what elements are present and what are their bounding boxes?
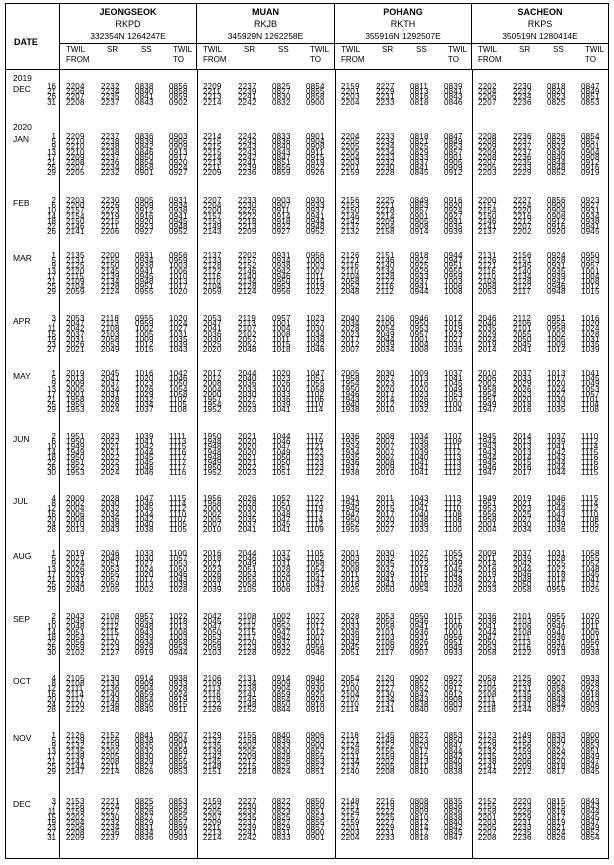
month-label: JUL <box>13 496 29 506</box>
date-column-header <box>6 4 60 69</box>
time-column: 2152 2156 2159 2202 2205 2208 2211 2214 <box>101 731 120 777</box>
time-column: 0836 0839 0842 0846 0850 0854 0858 0901 <box>135 132 154 178</box>
time-column: 2237 2238 2238 2238 2237 2236 2234 2232 <box>101 132 120 178</box>
time-column: 0818 0820 0823 0825 <box>547 82 566 107</box>
time-column: 0905 0909 0912 0916 0920 0923 0927 <box>135 196 154 237</box>
month-label: NOV <box>13 733 32 743</box>
header-divider <box>197 43 334 44</box>
time-column: 0827 0823 0820 0817 0815 0813 0811 0810 <box>410 731 429 777</box>
time-column: 0946 0950 0953 0957 1001 1004 1008 <box>410 314 429 355</box>
column-header: SS <box>141 45 152 54</box>
time-column: 1043 1042 1041 1040 1038 1036 1033 <box>410 494 429 535</box>
time-column: 2131 2134 2138 2141 2145 2148 2152 <box>238 674 257 715</box>
time-column: 1015 1011 1006 1001 0956 0951 0945 0933 <box>444 612 463 658</box>
time-column: 2156 2151 2145 2140 2134 2128 2122 2117 <box>513 251 532 297</box>
time-column: 0951 0955 0958 1002 1005 1009 1012 <box>547 314 566 355</box>
station-coords: 345929N 1262258E <box>227 31 304 41</box>
time-column: 0839 0841 0843 0846 <box>444 82 463 107</box>
time-column: 2010 2006 2002 1958 1954 1951 1949 1947 <box>478 369 497 415</box>
column-header: TWIL TO <box>448 45 468 64</box>
station-divider <box>472 70 473 858</box>
time-column: 2058 2101 2105 2108 2111 2114 2118 <box>478 674 497 715</box>
time-column: 0856 0858 0859 0902 <box>169 82 188 107</box>
column-header: SR <box>244 45 256 54</box>
time-column: 2214 2215 2215 2215 2214 2213 2211 2209 <box>203 132 222 178</box>
time-column: 0826 0829 0832 0836 0840 0844 0848 0852 <box>547 132 566 178</box>
table-body <box>6 70 608 858</box>
time-column: 0847 0849 0851 0853 <box>581 82 600 107</box>
time-column: 2046 2040 2035 2029 2024 2019 2014 <box>478 314 497 355</box>
time-column: 2225 2221 2218 2214 2209 2204 2158 <box>376 196 395 237</box>
time-column: 2208 2208 2209 2209 2208 2207 2205 2203 <box>478 132 497 178</box>
time-column: 1022 1018 1013 1008 1003 0958 0953 0944 <box>169 612 188 658</box>
column-header: SR <box>382 45 394 54</box>
time-column: 2135 2131 2125 2120 2115 2109 2104 2059 <box>66 251 85 297</box>
time-column: 1046 1045 1044 1043 1041 1039 1036 <box>547 494 566 535</box>
time-column: 1052 1051 1050 1048 1047 1045 1041 <box>272 494 291 535</box>
time-column: 1013 1017 1020 1024 1027 1030 1033 1035 <box>547 369 566 415</box>
time-column: 1110 1112 1114 1115 1116 1116 1116 1115 <box>581 432 599 478</box>
station-name: POHANG <box>383 7 423 17</box>
station-icao: RKPS <box>527 19 553 29</box>
time-column: 1949 1951 1953 1956 1958 2001 2004 <box>478 494 497 535</box>
time-column: 0822 0822 0823 0825 0827 0829 0831 0833 <box>272 797 291 843</box>
time-column: 2148 2151 2154 2157 2159 2201 2203 2204 <box>341 797 360 843</box>
time-column: 0916 0920 0924 0927 0931 0935 0939 <box>444 196 463 237</box>
time-column: 0847 0849 0853 0857 0901 0905 0909 0912 <box>444 132 463 178</box>
time-column: 1039 1041 1042 1044 1045 1045 1046 1046 <box>135 432 154 478</box>
time-column: 2053 2055 2058 2101 2103 2106 2109 2117 <box>376 612 395 658</box>
time-column: 0907 0902 0858 0853 0848 0844 0837 <box>547 674 566 715</box>
time-column: 0840 0836 0833 0830 0828 0826 0825 0824 <box>272 731 291 777</box>
time-column: 1020 1023 1026 1030 1033 1036 1039 1041 <box>272 369 291 415</box>
month-label: MAR <box>13 253 32 263</box>
time-column: 1016 1020 1023 1026 1029 1032 1034 1037 <box>135 369 154 415</box>
time-column: 2036 2038 2041 2044 2047 2050 2053 2058 <box>478 612 497 658</box>
time-column: 2151 2146 2140 2134 2128 2122 2116 2112 <box>376 251 395 297</box>
month-days: 1 5 9 13 17 21 25 29 <box>47 251 56 297</box>
month-days: 2 6 10 14 18 22 26 <box>47 196 56 237</box>
month-days: 4 8 12 16 20 24 28 <box>47 494 56 535</box>
time-column: 0955 0951 0946 0941 0936 0931 0926 0913 <box>547 612 566 658</box>
time-column: 0841 0838 0835 0832 0830 0829 0827 0826 <box>135 731 154 777</box>
time-column: 2221 2224 2227 2230 2232 2234 2236 2237 <box>101 797 120 843</box>
time-column: 1115 1114 1112 1110 1107 1105 1105 <box>169 494 188 535</box>
time-column: 2021 2020 2020 2020 2021 2021 2022 2023 <box>238 432 257 478</box>
station-name: MUAN <box>252 7 279 17</box>
time-column: 2011 2013 2015 2017 2020 2022 2027 <box>376 494 395 535</box>
time-column: 2159 2201 2203 2204 <box>341 82 360 107</box>
time-column: 0902 0857 0852 0847 0843 0838 0840 <box>410 674 429 715</box>
time-column: 1009 1013 1016 1020 1023 1026 1029 1032 <box>410 369 429 415</box>
time-column: 1037 1034 1031 1028 1024 1020 1016 1006 <box>272 549 291 595</box>
time-column: 2125 2128 2131 2135 2138 2141 2144 <box>513 674 532 715</box>
month-label: DEC <box>13 84 31 94</box>
time-column: 2028 2030 2032 2034 2036 2038 2043 <box>101 494 120 535</box>
time-column: 0950 0946 0941 0936 0931 0926 0921 0907 <box>410 612 429 658</box>
time-column: 2053 2047 2042 2037 2031 2026 2021 <box>66 314 85 355</box>
station-coords: 332354N 1264247E <box>90 31 166 41</box>
time-column: 0854 0857 0901 0904 0908 0912 0916 0919 <box>581 132 600 178</box>
time-column: 2046 2048 2051 2053 2055 2057 2059 2105 <box>101 549 120 595</box>
time-column: 1936 1935 1934 1934 1935 1936 1937 1938 <box>341 432 360 478</box>
time-column: 2101 2103 2106 2108 2111 2113 2116 2122 <box>513 612 532 658</box>
time-column: 0927 0922 0917 0912 0908 0903 0907 <box>444 674 463 715</box>
station-divider <box>335 70 336 858</box>
time-column: 0849 0853 0857 0901 0905 0908 0914 <box>410 196 429 237</box>
table-header <box>6 4 608 70</box>
time-column: 0835 0836 0836 0838 0840 0842 0845 0847 <box>444 797 463 843</box>
time-column: 2045 2041 2037 2034 2031 2028 2026 2024 <box>101 369 120 415</box>
time-column: 2129 2132 2135 2139 2142 2145 2148 2151 <box>203 731 222 777</box>
time-column: 0843 0843 0844 0845 0847 0849 0852 0854 <box>581 797 600 843</box>
column-header: TWIL TO <box>310 45 330 64</box>
time-column: 2159 2202 2205 2207 2209 2211 2213 2214 <box>203 797 222 843</box>
time-column: 0907 0904 0901 0859 0857 0855 0854 0853 <box>169 731 188 777</box>
time-column: 2232 2234 2235 2237 <box>101 82 120 107</box>
time-column: 2005 1958 1954 1950 1946 1943 1940 1938 <box>341 369 360 415</box>
time-column: 0957 1001 1004 1008 1011 1015 1018 <box>272 314 291 355</box>
month-label: JAN <box>13 134 30 144</box>
time-column: 1037 1039 1041 1042 1043 1044 1044 1044 <box>547 432 566 478</box>
time-column: 2152 2155 2158 2201 2203 2205 2207 2208 <box>478 797 497 843</box>
time-column: 0850 0850 0851 0853 0855 0857 0900 0901 <box>306 797 325 843</box>
time-column: 2105 2108 2111 2114 2117 2120 2122 <box>66 674 85 715</box>
time-column: 1950 1948 1948 1948 1948 1949 1950 1952 <box>203 432 222 478</box>
time-column: 2227 2230 2233 2235 2237 2239 2241 2242 <box>238 797 257 843</box>
time-column: 2023 2022 2021 2021 2022 2022 2023 2024 <box>101 432 120 478</box>
time-column: 0818 0821 0825 0829 0833 0837 0841 0845 <box>410 132 429 178</box>
time-column: 1047 1046 1045 1044 1042 1040 1038 <box>135 494 154 535</box>
time-column: 1107 1109 1111 1112 1113 1113 1113 1112 <box>444 432 463 478</box>
column-header: TWIL FROM <box>66 45 90 64</box>
time-column: 2044 2046 2049 2051 2053 2055 2058 2105 <box>238 549 257 595</box>
time-column: 0914 0909 0904 0859 0854 0850 0845 <box>135 674 154 715</box>
time-column: 0933 0928 0923 0918 0913 0909 0903 <box>581 674 600 715</box>
time-column: 1034 1036 1038 1039 1040 1041 1041 1041 <box>410 432 429 478</box>
time-column: 2001 2003 2006 2008 2011 2013 2016 2025 <box>341 549 360 595</box>
month-days: 3 7 11 15 19 23 27 <box>47 314 56 355</box>
station-icao: RKTH <box>390 19 416 29</box>
time-column: 1020 1024 1027 1031 1035 1039 1043 <box>169 314 188 355</box>
time-column: 1012 1016 1019 1023 1027 1031 1035 <box>444 314 463 355</box>
time-column: 2156 2153 2150 2146 2142 2137 2132 <box>341 196 360 237</box>
time-column: 0956 0959 1003 1006 1010 1013 1017 1020 <box>169 251 188 297</box>
time-column: 0838 0840 0841 0843 <box>135 82 154 107</box>
time-column: 2145 2148 2152 2155 2159 2202 2205 2208 <box>376 731 395 777</box>
station-coords: 350519N 1280414E <box>502 31 578 41</box>
time-column: 0853 0853 0854 0855 0857 0859 0901 0903 <box>169 797 188 843</box>
time-column: 1002 0957 0952 0947 0942 0937 0932 0922 <box>272 612 291 658</box>
time-column: 2037 2033 2029 2026 2023 2020 2018 2016 <box>513 369 532 415</box>
station-header-rkpd <box>60 4 197 69</box>
month-label: SEP <box>13 614 31 624</box>
time-column: 1945 1944 1943 1943 1944 1945 1946 1947 <box>478 432 497 478</box>
time-column: 0930 0933 0937 0941 0944 0948 0952 <box>306 196 325 237</box>
time-column: 1951 1950 1949 1949 1950 1951 1952 1953 <box>66 432 85 478</box>
time-column: 1044 1046 1047 1049 1050 1050 1051 1051 <box>272 432 291 478</box>
time-column: 2118 2113 2108 2103 2058 2053 2049 <box>101 314 120 355</box>
column-header: TWIL FROM <box>478 45 502 64</box>
month-days: 4 8 12 16 20 24 28 <box>47 674 56 715</box>
time-column: 1115 1114 1112 1110 1108 1105 1102 <box>581 494 600 535</box>
column-header: SR <box>107 45 119 54</box>
time-column: 2017 2012 2008 2004 2000 1957 1954 1952 <box>203 369 222 415</box>
twilight-table-page <box>5 3 609 859</box>
time-column: 1117 1119 1121 1122 1123 1123 1123 1122 <box>306 432 325 478</box>
month-label: JUN <box>13 434 30 444</box>
time-column: 0944 0947 0951 0955 0959 1003 1006 1008 <box>444 251 463 297</box>
time-column: 2202 2157 2152 2146 2140 2134 2128 2124 <box>238 251 257 297</box>
time-column: 2227 2224 2220 2216 2212 2207 2202 <box>513 196 532 237</box>
time-column: 2209 2210 2210 2210 2209 2208 2207 2205 <box>66 132 85 178</box>
time-column: 2053 2047 2041 2036 2030 2025 2020 <box>203 314 222 355</box>
month-label: OCT <box>13 676 31 686</box>
time-column: 2123 2126 2129 2132 2135 2138 2141 2144 <box>478 731 497 777</box>
station-coords: 355916N 1292507E <box>365 31 441 41</box>
time-column: 2242 2243 2243 2243 2242 2241 2239 2236 <box>238 132 257 178</box>
column-header: SS <box>553 45 564 54</box>
header-divider <box>472 43 608 44</box>
time-column: 2044 2040 2036 2033 2030 2027 2025 2023 <box>238 369 257 415</box>
time-column: 2028 2031 2033 2036 2039 2042 2045 2051 <box>341 612 360 658</box>
time-column: 1037 1041 1045 1049 1053 1057 1100 1104 <box>444 369 463 415</box>
time-column: 2227 2229 2231 2233 <box>376 82 395 107</box>
time-column: 0923 0927 0931 0934 0938 0941 0945 <box>581 196 600 237</box>
time-column: 2112 2106 2101 2055 2050 2045 2041 <box>513 314 532 355</box>
time-column: 0931 0934 0938 0942 0946 0950 0953 0956 <box>272 251 291 297</box>
time-column: 2009 2011 2014 2016 2019 2021 2024 2033 <box>478 549 497 595</box>
time-column: 2209 2211 2213 2214 <box>203 82 222 107</box>
time-column: 1122 1121 1119 1117 1114 1112 1109 <box>306 494 325 535</box>
time-column: 0955 0959 1002 1005 1009 1012 1015 <box>135 314 154 355</box>
time-column: 1956 1958 2000 2002 2005 2007 2010 <box>203 494 222 535</box>
time-column: 2237 2239 2241 2242 <box>238 82 257 107</box>
time-column: 2119 2113 2107 2102 2057 2052 2048 <box>238 314 257 355</box>
time-column: 0950 0953 0957 1001 1004 1008 1012 1015 <box>581 251 600 297</box>
time-column: 1016 1020 1024 1028 1031 1035 1039 <box>581 314 600 355</box>
time-column: 2131 2126 2121 2116 2110 2104 2058 2053 <box>478 251 497 297</box>
time-column: 2149 2153 2156 2159 2203 2206 2209 2212 <box>513 731 532 777</box>
time-column: 2042 2045 2047 2050 2053 2056 2059 2103 <box>203 612 222 658</box>
time-column: 0833 0830 0827 0824 0822 0820 0818 0817 <box>547 731 566 777</box>
time-column: 0901 0904 0908 0911 0915 0919 0922 0926 <box>306 132 325 178</box>
month-label: AUG <box>13 551 32 561</box>
time-column: 2200 2155 2150 2145 2139 2134 2128 2124 <box>101 251 120 297</box>
time-column: 1031 1028 1025 1022 1018 1014 1011 0959 <box>547 549 566 595</box>
time-column: 2200 2157 2154 2150 2146 2141 2137 <box>478 196 497 237</box>
time-column: 2204 2205 2205 2205 2204 2203 2201 2159 <box>341 132 360 178</box>
time-column: 2155 2158 2202 2205 2209 2212 2215 2218 <box>238 731 257 777</box>
station-name: SACHEON <box>517 7 563 17</box>
time-column: 2026 2028 2030 2032 2035 2037 2041 <box>238 494 257 535</box>
station-header-rkth <box>335 4 472 69</box>
time-column: 0900 0856 0853 0851 0849 0847 0846 0845 <box>581 731 600 777</box>
month-label: MAY <box>13 371 31 381</box>
time-column: 2203 2200 2157 2154 2150 2146 2141 <box>66 196 85 237</box>
time-column: 2233 2230 2226 2222 2218 2213 2209 <box>238 196 257 237</box>
time-column: 2040 2034 2028 2023 2017 2012 2007 <box>341 314 360 355</box>
time-column: 2019 2013 2009 2005 2001 1958 1955 1953 <box>66 369 85 415</box>
time-column: 2137 2133 2128 2122 2116 2110 2104 2059 <box>203 251 222 297</box>
time-column: 0825 0825 0826 0827 0829 0831 0834 0836 <box>135 797 154 843</box>
time-column: 2153 2156 2159 2202 2204 2206 2208 2209 <box>66 797 85 843</box>
time-column: 2120 2123 2127 2130 2134 2137 2141 <box>376 674 395 715</box>
time-column: 2126 2121 2116 2110 2104 2058 2052 2048 <box>341 251 360 297</box>
time-column: 0940 0935 0930 0925 0920 0916 0910 <box>306 674 325 715</box>
time-column: 2108 2110 2112 2115 2117 2120 2123 2128 <box>238 612 257 658</box>
time-column: 0906 0903 0900 0857 0855 0853 0852 0851 <box>306 731 325 777</box>
time-column: 1041 1045 1049 1053 1057 1101 1104 1108 <box>581 369 600 415</box>
month-days: 2 6 10 14 18 22 26 30 <box>47 432 56 478</box>
column-header: TWIL TO <box>585 45 605 64</box>
time-column: 1941 1943 1945 1947 1950 1952 1955 <box>341 494 360 535</box>
time-column: 0956 1000 1003 1007 1011 1015 1019 1022 <box>306 251 325 297</box>
time-column: 1020 1016 1011 1006 1001 0956 0951 0938 <box>581 612 600 658</box>
month-days: 1 5 9 13 17 21 25 29 <box>47 731 56 777</box>
month-label: DEC <box>13 799 31 809</box>
time-column: 2106 2109 2113 2116 2119 2122 2126 <box>203 674 222 715</box>
time-column: 2236 2237 2237 2237 2236 2235 2233 2229 <box>513 132 532 178</box>
station-name: JEONGSEOK <box>99 7 157 17</box>
time-column: 2207 2204 2200 2157 2153 2149 2143 <box>203 196 222 237</box>
time-column: 2130 2133 2136 2140 2143 2146 2148 <box>101 674 120 715</box>
time-column: 2030 2027 2023 2020 2017 2014 2012 2010 <box>376 369 395 415</box>
time-column: 0938 0933 0928 0924 0919 0915 0911 <box>169 674 188 715</box>
time-column: 1027 1022 1017 1012 1007 1001 0956 0946 <box>306 612 325 658</box>
time-column: 2106 2100 2054 2049 2044 2039 2034 <box>376 314 395 355</box>
time-column: 2204 2206 2207 2208 <box>66 82 85 107</box>
time-column: 1111 1113 1115 1116 1117 1117 1117 1116 <box>169 432 187 478</box>
time-column: 1023 1027 1030 1034 1038 1042 1046 <box>306 314 325 355</box>
time-column: 1027 1025 1022 1019 1015 1011 1008 0954 <box>410 549 429 595</box>
header-divider <box>335 43 471 44</box>
month-days: 1 5 9 13 17 21 25 29 <box>47 132 56 178</box>
time-column: 2030 2032 2035 2037 2039 2041 2043 2050 <box>376 549 395 595</box>
time-column: 1033 1030 1027 1024 1020 1017 1013 1002 <box>135 549 154 595</box>
time-column: 1055 1052 1049 1045 1042 1038 1034 1020 <box>444 549 463 595</box>
header-divider <box>60 43 196 44</box>
time-column: 2233 2234 2234 2234 2233 2232 2230 2228 <box>376 132 395 178</box>
time-column: 2008 2007 2007 2007 2007 2008 2009 2010 <box>376 432 395 478</box>
time-column: 2014 2013 2013 2013 2014 2015 2016 2017 <box>513 432 532 478</box>
year-label-2019: 2019 <box>13 73 32 83</box>
month-label: FEB <box>13 198 30 208</box>
time-column: 1047 1051 1055 1058 1102 1106 1110 1114 <box>306 369 325 415</box>
time-column: 2043 2045 2048 2051 2053 2056 2059 2102 <box>66 612 85 658</box>
time-column: 1100 1057 1053 1050 1046 1043 1039 1028 <box>169 549 188 595</box>
year-label-2020: 2020 <box>13 122 32 132</box>
station-icao: RKPD <box>115 19 141 29</box>
time-column: 0924 0928 0931 0935 0939 0942 0946 0948 <box>547 251 566 297</box>
station-header-rkjb <box>197 4 335 69</box>
time-column: 1105 1102 1058 1054 1051 1047 1043 1031 <box>306 549 325 595</box>
time-column: 0854 0855 0858 0900 <box>306 82 325 107</box>
time-column: 0903 0906 0909 0913 0917 0920 0924 0927 <box>169 132 188 178</box>
station-divider <box>197 70 198 858</box>
column-header: TWIL FROM <box>341 45 365 64</box>
time-column: 2220 2223 2226 2229 2231 2233 2235 2236 <box>513 797 532 843</box>
time-column: 2230 2226 2223 2219 2215 2211 2206 <box>101 196 120 237</box>
time-column: 2000 2002 2004 2006 2008 2010 2013 <box>66 494 85 535</box>
column-header: TWIL FROM <box>203 45 227 64</box>
time-column: 2126 2129 2132 2135 2138 2141 2144 2147 <box>66 731 85 777</box>
time-column: 0856 0900 0904 0908 0912 0916 0920 <box>547 196 566 237</box>
column-header: SR <box>519 45 531 54</box>
time-column: 2054 2057 2100 2104 2107 2110 2114 <box>341 674 360 715</box>
time-column: 0811 0813 0816 0818 <box>410 82 429 107</box>
time-column: 0853 0850 0847 0844 0842 0840 0839 0838 <box>444 731 463 777</box>
station-header-rkps <box>472 4 608 69</box>
time-column: 2108 2110 2112 2115 2117 2120 2123 2127 <box>101 612 120 658</box>
time-column: 0931 0934 0938 0941 0945 0948 0951 0955 <box>135 251 154 297</box>
time-column: 0815 0815 0816 0817 0819 0821 0824 0826 <box>547 797 566 843</box>
column-header: SS <box>416 45 427 54</box>
time-column: 2019 2021 2024 2026 2029 2031 2034 2040 <box>66 549 85 595</box>
time-column: 2016 2018 2021 2023 2026 2028 2031 2039 <box>203 549 222 595</box>
month-days: 16 21 26 31 <box>47 82 56 107</box>
time-column: 0833 0836 0840 0843 0847 0851 0855 0859 <box>272 132 291 178</box>
column-header: TWIL TO <box>173 45 193 64</box>
date-header-label: DATE <box>14 37 38 47</box>
column-header: SS <box>278 45 289 54</box>
time-column: 0957 0953 0948 0943 0939 0934 0929 0919 <box>135 612 154 658</box>
month-days: 3 7 11 15 19 23 27 31 <box>47 797 56 843</box>
station-icao: RKJB <box>253 19 277 29</box>
time-column: 1042 1046 1050 1054 1058 1102 1105 1108 <box>169 369 188 415</box>
time-column: 2118 2121 2124 2128 2131 2134 2137 2140 <box>341 731 360 777</box>
time-column: 0914 0909 0904 0859 0854 0850 0844 <box>272 674 291 715</box>
time-column: 0808 0808 0809 0810 0812 0814 0817 0818 <box>410 797 429 843</box>
time-column: 0825 0827 0830 0832 <box>272 82 291 107</box>
time-column: 2202 2204 2206 2207 <box>478 82 497 107</box>
month-label: APR <box>13 316 31 326</box>
time-column: 2230 2232 2234 2236 <box>513 82 532 107</box>
time-column: 0918 0922 0925 0929 0933 0937 0941 0944 <box>410 251 429 297</box>
month-days: 2 6 10 14 18 22 26 30 <box>47 612 56 658</box>
time-column: 0903 0907 0911 0914 0918 0922 0927 <box>272 196 291 237</box>
time-column: 2037 2039 2042 2044 2046 2048 2050 2058 <box>513 549 532 595</box>
time-column: 0931 0934 0938 0941 0945 0948 0952 <box>169 196 188 237</box>
time-column: 2019 2021 2023 2025 2027 2030 2034 <box>513 494 532 535</box>
month-days: 1 5 9 13 17 21 25 29 <box>47 369 56 415</box>
time-column: 2216 2219 2222 2225 2227 2229 2231 2233 <box>376 797 395 843</box>
time-column: 1058 1055 1052 1048 1045 1041 1037 1025 <box>581 549 600 595</box>
month-days: 1 5 9 13 17 21 25 29 <box>47 549 56 595</box>
time-column: 1113 1112 1110 1108 1106 1103 1100 <box>444 494 463 535</box>
